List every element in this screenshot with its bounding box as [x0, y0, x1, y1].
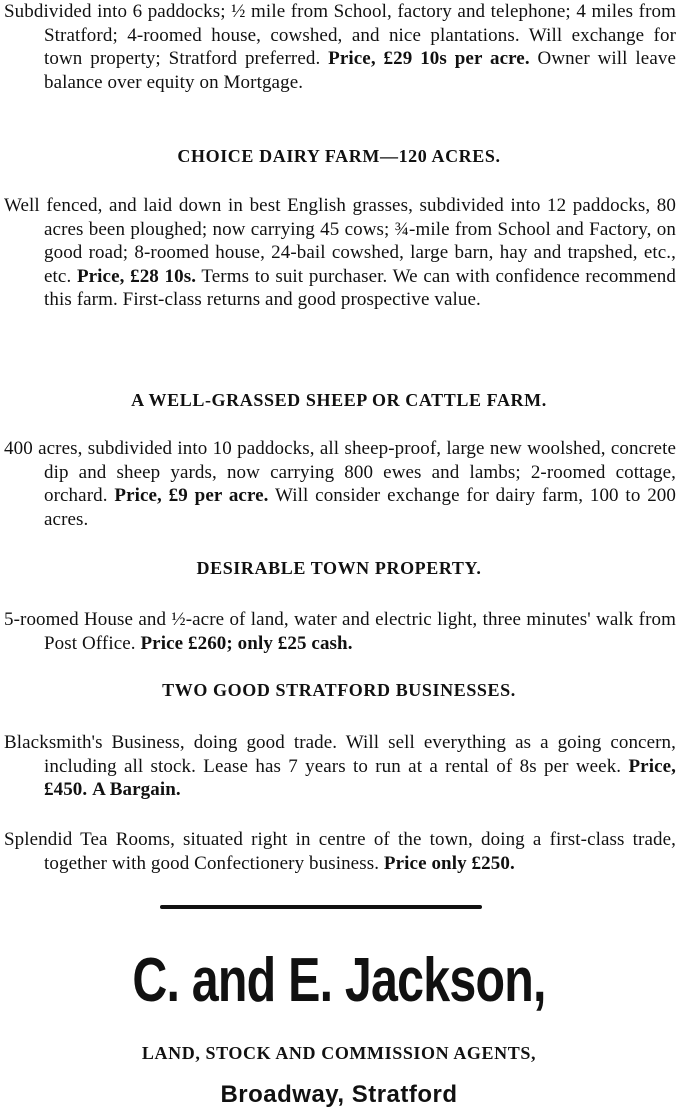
listing-paragraph-blacksmith: Blacksmith's Business, doing good trade. Will sell everything as a going concern, including all stock. Lease has 7 years to run at a rental of 8s per week. Price, £450. A Bargain.: [4, 732, 676, 800]
section-heading-sheep-farm: A WELL-GRASSED SHEEP OR CATTLE FARM.: [131, 390, 547, 410]
listing-price: Price only £250.: [383, 852, 515, 874]
listing-price: Price, £28 10s.: [76, 265, 197, 287]
bargain-label: A Bargain.: [92, 779, 181, 800]
firm-name: C. and E. Jackson,: [132, 946, 546, 1015]
listing-price: Price, £29 10s per acre.: [328, 48, 530, 69]
section-heading-businesses: TWO GOOD STRATFORD BUSINESSES.: [162, 680, 516, 700]
listing-paragraph-sheep-farm: 400 acres, subdivided into 10 paddocks, all sheep-proof, large new woolshed, concrete dip and sheep yards, now carrying 800 ewes and lambs; 2-roomed cottage, orchard. Price, £9 per acre. Will consider exchange for dairy farm, 100 to 200 acres.: [4, 438, 676, 530]
listing-price: Price £260; only £25 cash.: [140, 632, 353, 654]
firm-agents-line: LAND, STOCK AND COMMISSION AGENTS,: [141, 1043, 537, 1063]
listing-price: Price, £9 per acre.: [114, 485, 269, 506]
firm-address: Broadway, Stratford: [220, 1081, 458, 1108]
section-heading-dairy-farm: CHOICE DAIRY FARM—120 ACRES.: [177, 146, 501, 166]
listing-paragraph-tea-rooms: Splendid Tea Rooms, situated right in centre of the town, doing a first-class trade, together with good Confectionery business. Price only £250.: [4, 829, 676, 874]
listing-paragraph-town-property: 5-roomed House and ½-acre of land, water and electric light, three minutes' walk from Post Office. Price £260; only £25 cash.: [4, 609, 676, 654]
listing-paragraph-intro: Subdivided into 6 paddocks; ½ mile from School, factory and telephone; 4 miles from Stratford; 4-roomed house, cowshed, and nice plantations. Will exchange for town property; Stratford preferred. Price, £29 10s per acre. Owner will leave balance over equity on Mortgage.: [4, 1, 676, 93]
divider-rule: [160, 905, 482, 909]
listing-paragraph-dairy-farm: Well fenced, and laid down in best English grasses, subdivided into 12 paddocks, 80 acres been ploughed; now carrying 45 cows; ¾-mile from School and Factory, on good road; 8-roomed house, 24-bail cowshed, large barn, hay and trapshed, etc., etc. Price, £28 10s. Terms to suit purchaser. We can with confidence recommend this farm. First-class returns and good prospective value.: [4, 195, 677, 310]
listing-price: Price, £450.: [44, 755, 676, 800]
section-heading-town-property: DESIRABLE TOWN PROPERTY.: [196, 558, 482, 578]
